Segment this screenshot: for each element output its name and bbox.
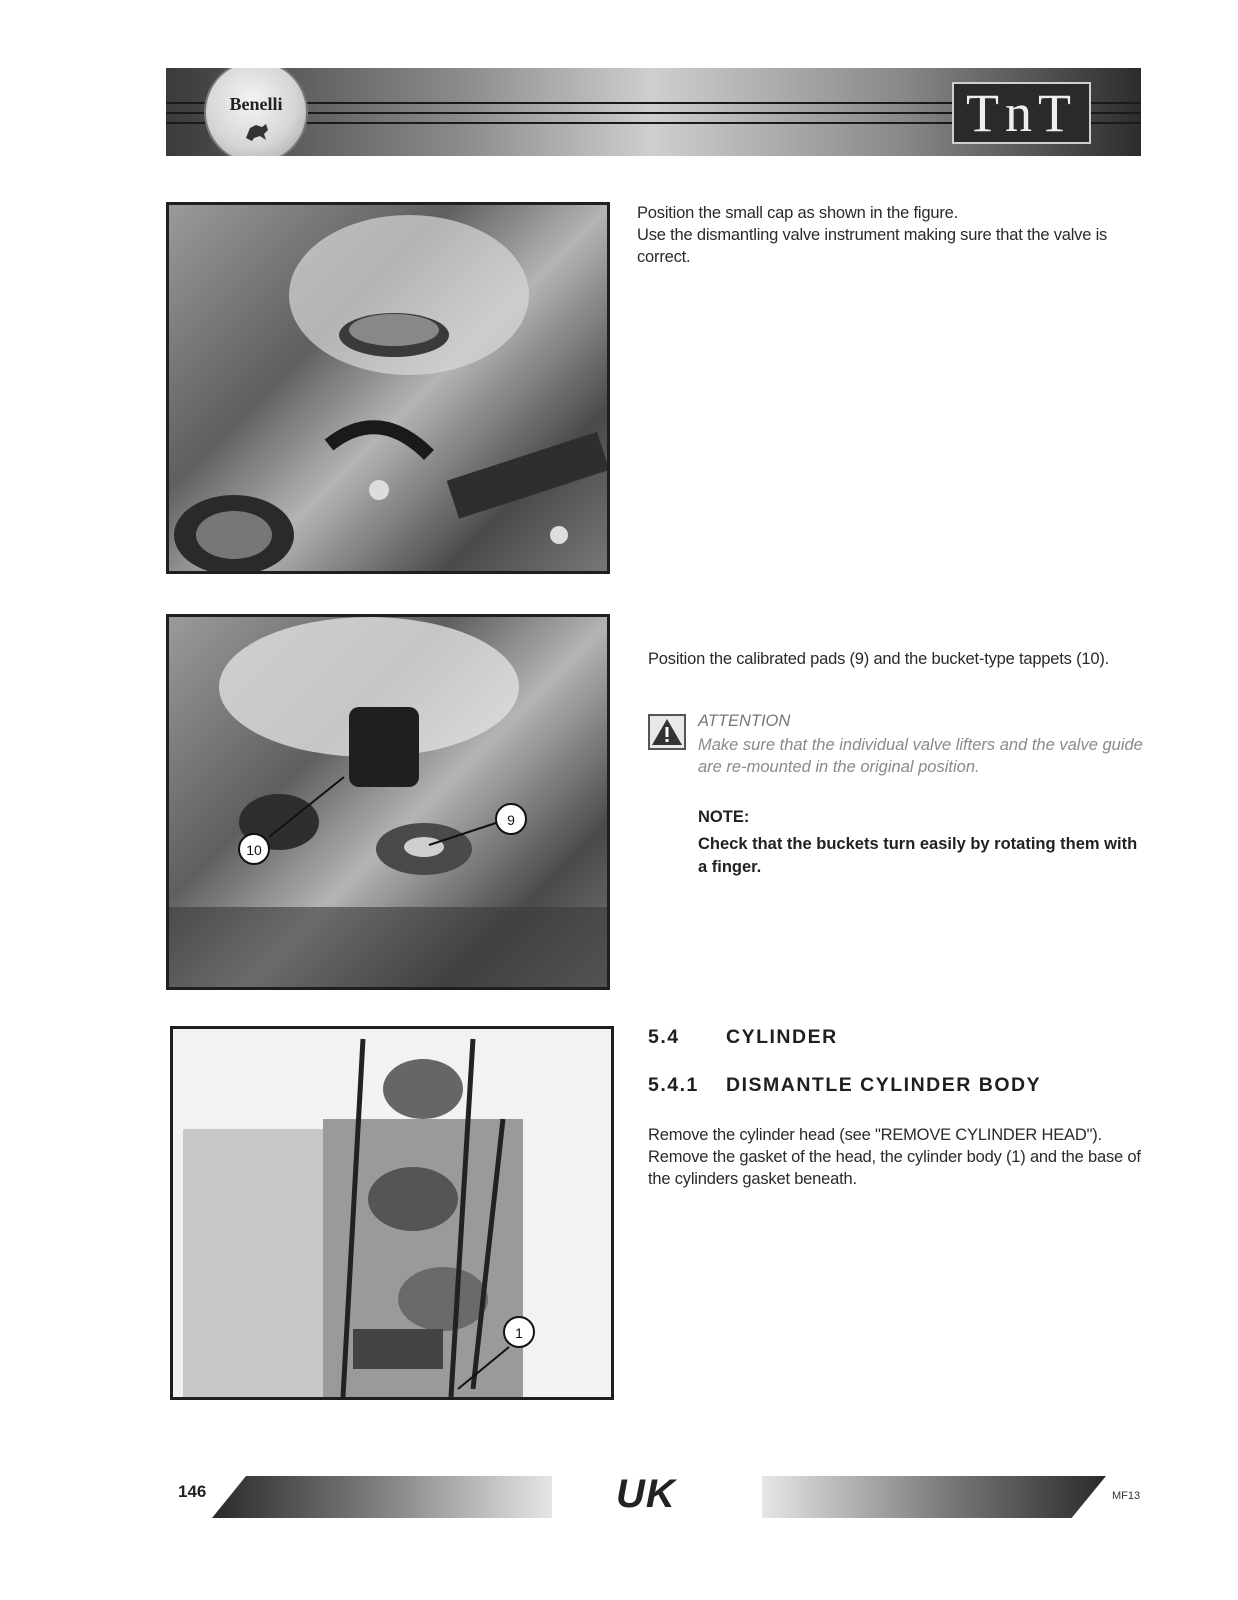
callout-label: 9: [507, 812, 515, 828]
subsection-title: DISMANTLE CYLINDER BODY: [726, 1074, 1042, 1096]
instruction-text: [648, 1124, 1152, 1190]
valve-cap-photo: [166, 202, 610, 574]
section-heading: [648, 1026, 838, 1049]
lion-icon: [244, 120, 270, 142]
valve-cap-photo-illustration: [169, 205, 607, 571]
cylinder-body-photo-illustration: [173, 1029, 611, 1397]
callout-label: 1: [515, 1325, 523, 1341]
attention-title: ATTENTION: [698, 712, 791, 730]
warning-triangle-icon: [648, 714, 686, 750]
subsection-number: 5.4.1: [648, 1074, 699, 1096]
note-body: Check that the buckets turn easily by rotating them with a finger.: [698, 835, 1138, 876]
tappets-photo-illustration: [169, 617, 607, 987]
document-code: MF13: [1112, 1490, 1141, 1502]
cylinder-body-photo: [170, 1026, 614, 1400]
subsection-heading: [648, 1074, 1041, 1097]
instruction-line: Position the small cap as shown in the figure.: [637, 204, 958, 222]
model-logo: TnT: [952, 82, 1091, 144]
section-title: CYLINDER: [726, 1026, 838, 1048]
page-number: 146: [178, 1482, 207, 1501]
footer-bar-right: [762, 1476, 1106, 1518]
benelli-logo: [204, 68, 308, 156]
callout-label: 10: [246, 842, 262, 858]
footer-bar-left: [212, 1476, 552, 1518]
tappets-photo: [166, 614, 610, 990]
header-banner: [166, 68, 1141, 156]
logo-text: Benelli: [229, 94, 283, 114]
language-mark: UK: [616, 1472, 676, 1516]
instruction-text: [637, 202, 1157, 268]
note-title: NOTE:: [698, 808, 750, 826]
instruction-line: Remove the gasket of the head, the cylinder body (1) and the base of the cylinders gasket beneath.: [648, 1148, 1141, 1188]
section-number: 5.4: [648, 1026, 680, 1048]
attention-body: Make sure that the individual valve lifters and the valve guide are re-mounted in the original position.: [698, 736, 1143, 776]
warning-triangle-glyph: [650, 716, 684, 748]
instruction-line: Use the dismantling valve instrument making sure that the valve is correct.: [637, 226, 1108, 266]
instruction-line: Remove the cylinder head (see "REMOVE CYLINDER HEAD").: [648, 1126, 1102, 1144]
instruction-text: Position the calibrated pads (9) and the bucket-type tappets (10).: [648, 650, 1109, 668]
